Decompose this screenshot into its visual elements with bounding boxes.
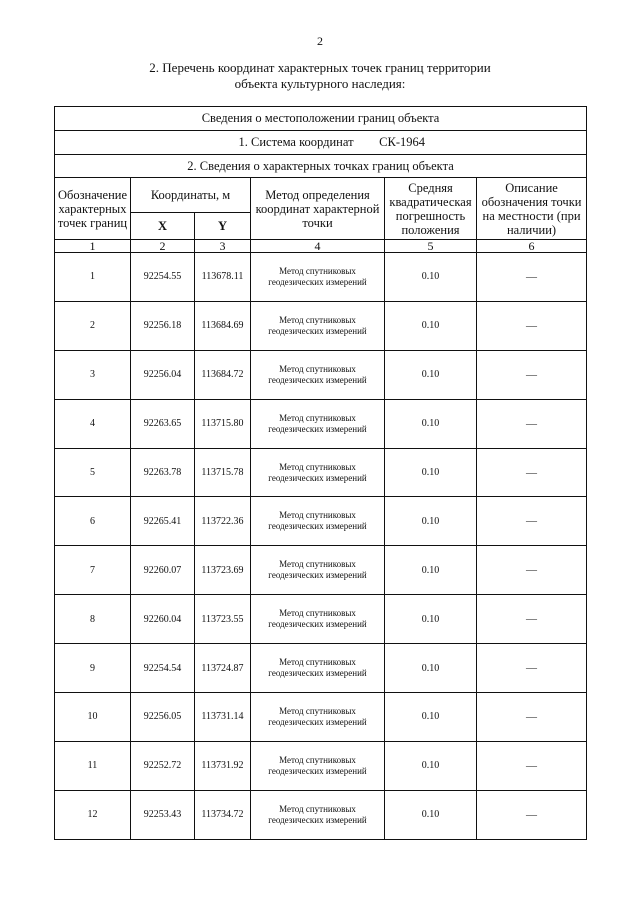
table-row (55, 399, 587, 448)
description: — (477, 399, 587, 448)
table-row (55, 693, 587, 742)
point-id: 6 (55, 497, 131, 546)
error: 0.10 (385, 497, 477, 546)
coord-x: 92256.05 (131, 693, 195, 742)
coordinates-table (54, 106, 587, 840)
column-number: 3 (195, 240, 251, 253)
point-id: 4 (55, 399, 131, 448)
table-row (55, 741, 587, 790)
coord-y: 113731.92 (195, 741, 251, 790)
coord-y: 113724.87 (195, 644, 251, 693)
table-row (55, 253, 587, 302)
table-row (55, 448, 587, 497)
coord-x: 92265.41 (131, 497, 195, 546)
error: 0.10 (385, 253, 477, 302)
coordinate-system-cell (55, 131, 587, 155)
table-row (55, 301, 587, 350)
error: 0.10 (385, 301, 477, 350)
method: Метод спутниковых геодезических измерений (251, 644, 385, 693)
table-row (55, 497, 587, 546)
coord-x: 92253.43 (131, 790, 195, 839)
description: — (477, 644, 587, 693)
method: Метод спутниковых геодезических измерений (251, 595, 385, 644)
table-row (55, 790, 587, 839)
point-id: 11 (55, 741, 131, 790)
description: — (477, 693, 587, 742)
column-number: 2 (131, 240, 195, 253)
coord-x: 92252.72 (131, 741, 195, 790)
description: — (477, 301, 587, 350)
description: — (477, 595, 587, 644)
error: 0.10 (385, 350, 477, 399)
header-description: Описание обозначения точки на местности (при наличии) (477, 178, 587, 240)
section-title-row (55, 107, 587, 131)
description: — (477, 790, 587, 839)
method: Метод спутниковых геодезических измерений (251, 253, 385, 302)
point-id: 5 (55, 448, 131, 497)
coord-y: 113678.11 (195, 253, 251, 302)
method: Метод спутниковых геодезических измерений (251, 693, 385, 742)
method: Метод спутниковых геодезических измерений (251, 399, 385, 448)
coordinate-system-label: 1. Система координат (238, 135, 354, 149)
point-id: 7 (55, 546, 131, 595)
coord-x: 92260.07 (131, 546, 195, 595)
error: 0.10 (385, 693, 477, 742)
point-id: 3 (55, 350, 131, 399)
coord-x: 92256.18 (131, 301, 195, 350)
header-x: X (131, 213, 195, 240)
coord-y: 113723.69 (195, 546, 251, 595)
description: — (477, 448, 587, 497)
document-title (0, 60, 640, 92)
description: — (477, 350, 587, 399)
data-rows (55, 253, 587, 840)
column-number: 6 (477, 240, 587, 253)
error: 0.10 (385, 644, 477, 693)
coord-x: 92260.04 (131, 595, 195, 644)
coord-y: 113723.55 (195, 595, 251, 644)
error: 0.10 (385, 595, 477, 644)
coord-y: 113684.72 (195, 350, 251, 399)
column-number-row (55, 240, 587, 253)
coord-y: 113734.72 (195, 790, 251, 839)
header-coordinates: Координаты, м (131, 178, 251, 213)
method: Метод спутниковых геодезических измерений (251, 546, 385, 595)
coord-y: 113722.36 (195, 497, 251, 546)
point-id: 12 (55, 790, 131, 839)
coordinate-system-row (55, 131, 587, 155)
column-number: 1 (55, 240, 131, 253)
table-row (55, 350, 587, 399)
document-title-line-2: объекта культурного наследия: (234, 76, 406, 91)
method: Метод спутниковых геодезических измерений (251, 741, 385, 790)
coord-x: 92256.04 (131, 350, 195, 399)
coord-y: 113731.14 (195, 693, 251, 742)
error: 0.10 (385, 399, 477, 448)
error: 0.10 (385, 741, 477, 790)
method: Метод спутниковых геодезических измерений (251, 301, 385, 350)
description: — (477, 741, 587, 790)
coord-y: 113715.80 (195, 399, 251, 448)
point-id: 2 (55, 301, 131, 350)
points-info: 2. Сведения о характерных точках границ объекта (55, 155, 587, 178)
coord-x: 92263.78 (131, 448, 195, 497)
column-number: 4 (251, 240, 385, 253)
coord-x: 92254.54 (131, 644, 195, 693)
point-id: 10 (55, 693, 131, 742)
header-method: Метод определения координат характерной точки (251, 178, 385, 240)
method: Метод спутниковых геодезических измерений (251, 790, 385, 839)
section-title: Сведения о местоположении границ объекта (55, 107, 587, 131)
column-number: 5 (385, 240, 477, 253)
coord-y: 113715.78 (195, 448, 251, 497)
point-id: 8 (55, 595, 131, 644)
error: 0.10 (385, 546, 477, 595)
table-row (55, 644, 587, 693)
point-id: 1 (55, 253, 131, 302)
coord-x: 92254.55 (131, 253, 195, 302)
coord-x: 92263.65 (131, 399, 195, 448)
points-info-row (55, 155, 587, 178)
method: Метод спутниковых геодезических измерений (251, 497, 385, 546)
coordinate-system-value: СК-1964 (379, 135, 425, 149)
description: — (477, 497, 587, 546)
error: 0.10 (385, 448, 477, 497)
table-row (55, 546, 587, 595)
description: — (477, 253, 587, 302)
page-number: 2 (317, 34, 323, 48)
header-row (55, 178, 587, 213)
coord-y: 113684.69 (195, 301, 251, 350)
header-y: Y (195, 213, 251, 240)
description: — (477, 546, 587, 595)
error: 0.10 (385, 790, 477, 839)
method: Метод спутниковых геодезических измерений (251, 350, 385, 399)
header-error: Средняя квадратическая погрешность положения (385, 178, 477, 240)
method: Метод спутниковых геодезических измерений (251, 448, 385, 497)
document-title-line-1: 2. Перечень координат характерных точек границ территории (149, 60, 491, 75)
point-id: 9 (55, 644, 131, 693)
header-designation: Обозначение характерных точек границ (55, 178, 131, 240)
table-row (55, 595, 587, 644)
